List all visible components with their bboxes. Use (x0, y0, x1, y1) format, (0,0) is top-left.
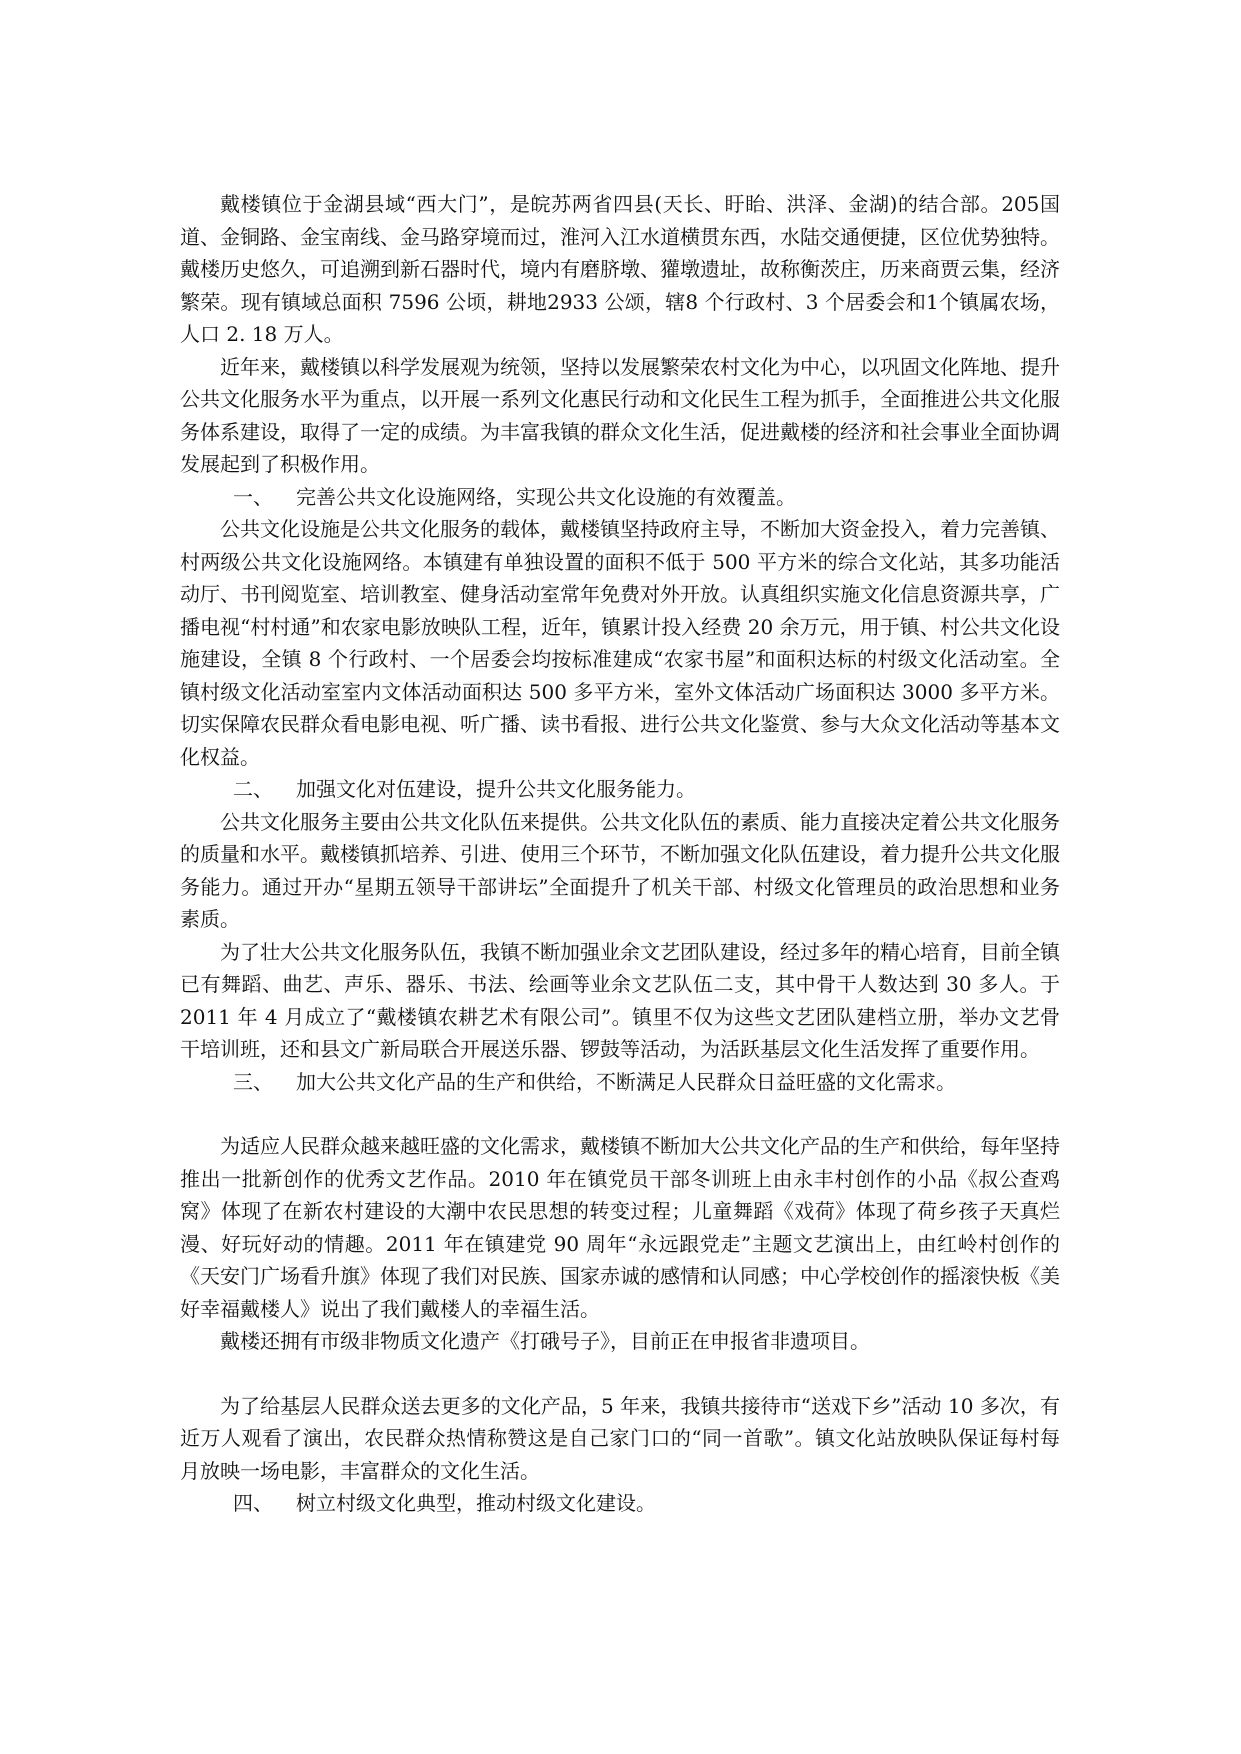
paragraph-team: 公共文化服务主要由公共文化队伍来提供。公共文化队伍的素质、能力直接决定着公共文化服务的质量和水平。戴楼镇抓培养、引进、使用三个环节，不断加强文化队伍建设，着力提升公共文化服务能力。通过开办“星期五领导干部讲坛”全面提升了机关干部、村级文化管理员的政治思想和业务素质。 (180, 809, 1060, 931)
section-heading-3 (180, 1066, 1060, 1099)
section-heading-4 (180, 1487, 1060, 1520)
paragraph-overview: 近年来，戴楼镇以科学发展观为统领，坚持以发展繁荣农村文化为中心，以巩固文化阵地、提升公共文化服务水平为重点，以开展一系列文化惠民行动和文化民生工程为抓手，全面推进公共文化服务体系建设，取得了一定的成绩。为丰富我镇的群众文化生活，促进戴楼的经济和社会事业全面协调发展起到了积极作用。 (180, 354, 1060, 476)
paragraph-heritage: 戴楼还拥有市级非物质文化遗产《打硪号子》，目前正在申报省非遗项目。 (220, 1329, 870, 1353)
section-heading-1 (180, 481, 1060, 514)
paragraph-performances: 为了给基层人民群众送去更多的文化产品，5 年来，我镇共接待市“送戏下乡”活动 10 多次，有近万人观看了演出，农民群众热情称赞这是自己家门口的“同一首歌”。镇文化站放映队保证每村每月放映一场电影，丰富群众的文化生活。 (180, 1393, 1060, 1483)
spacer (180, 1098, 1060, 1130)
spacer (180, 1358, 1060, 1390)
paragraph-facilities: 公共文化设施是公共文化服务的载体，戴楼镇坚持政府主导，不断加大资金投入，着力完善镇、村两级公共文化设施网络。本镇建有单独设置的面积不低于 500 平方米的综合文化站，其多功能活动厅、书刊阅览室、培训教室、健身活动室常年免费对外开放。认真组织实施文化信息资源共享，广播电视“村村通”和农家电影放映队工程，近年，镇累计投入经费 20 余万元，用于镇、村公共文化设施建设，全镇 8 个行政村、一个居委会均按标准建成“农家书屋”和面积达标的村级文化活动室。全镇村级文化活动室室内文体活动面积达 500 多平方米，室外文体活动广场面积达 3000 多平方米。切实保障农民群众看电影电视、听广播、读书看报、进行公共文化鉴赏、参与大众文化活动等基本文化权益。 (180, 517, 1060, 769)
section-number-2: 二、 (233, 777, 273, 801)
section-number-1: 一、 (233, 484, 273, 509)
paragraph-intro: 戴楼镇位于金湖县域“西大门”，是皖苏两省四县(天长、盱眙、洪泽、金湖)的结合部。205国道、金铜路、金宝南线、金马路穿境而过，淮河入江水道横贯东西，水陆交通便捷，区位优势独特。戴楼历史悠久，可追溯到新石器时代，境内有磨脐墩、獾墩遗址，故称衡茨庄，历来商贾云集，经济繁荣。现有镇域总面积 7596 公顷，耕地2933 公颂，辖8 个行政村、3 个居委会和1个镇属农场，人口 2. 18 万人。 (180, 192, 1060, 346)
document-body (180, 188, 1060, 1520)
section-title-3: 加大公共文化产品的生产和供给，不断满足人民群众日益旺盛的文化需求。 (296, 1069, 956, 1094)
section-title-1: 完善公共文化设施网络，实现公共文化设施的有效覆盖。 (296, 484, 796, 509)
section-title-2: 加强文化对伍建设，提升公共文化服务能力。 (296, 777, 696, 801)
section-number-3: 三、 (233, 1069, 273, 1094)
paragraph-works: 为适应人民群众越来越旺盛的文化需求，戴楼镇不断加大公共文化产品的生产和供给，每年坚持推出一批新创作的优秀文艺作品。2010 年在镇党员干部冬训班上由永丰村创作的小品《叔公查鸡窝》体现了在新农村建设的大潮中农民思想的转变过程；儿童舞蹈《戏荷》体现了荷乡孩子天真烂漫、好玩好动的情趣。2011 年在镇建党 90 周年“永远跟党走”主题文艺演出上，由红岭村创作的《天安门广场看升旗》体现了我们对民族、国家赤诚的感情和认同感；中心学校创作的摇滚快板《美好幸福戴楼人》说出了我们戴楼人的幸福生活。 (180, 1134, 1060, 1321)
section-title-4: 树立村级文化典型，推动村级文化建设。 (296, 1491, 656, 1515)
section-heading-2 (180, 773, 1060, 806)
paragraph-art-groups: 为了壮大公共文化服务队伍，我镇不断加强业余文艺团队建设，经过多年的精心培育，目前全镇已有舞蹈、曲艺、声乐、器乐、书法、绘画等业余文艺队伍二支，其中骨干人数达到 30 多人。于 2011 年 4 月成立了“戴楼镇农耕艺术有限公司”。镇里不仅为这些文艺团队建档立册，举办文艺骨干培训班，还和县文广新局联合开展送乐器、锣鼓等活动，为活跃基层文化生活发挥了重要作用。 (180, 939, 1060, 1061)
section-number-4: 四、 (233, 1491, 273, 1515)
